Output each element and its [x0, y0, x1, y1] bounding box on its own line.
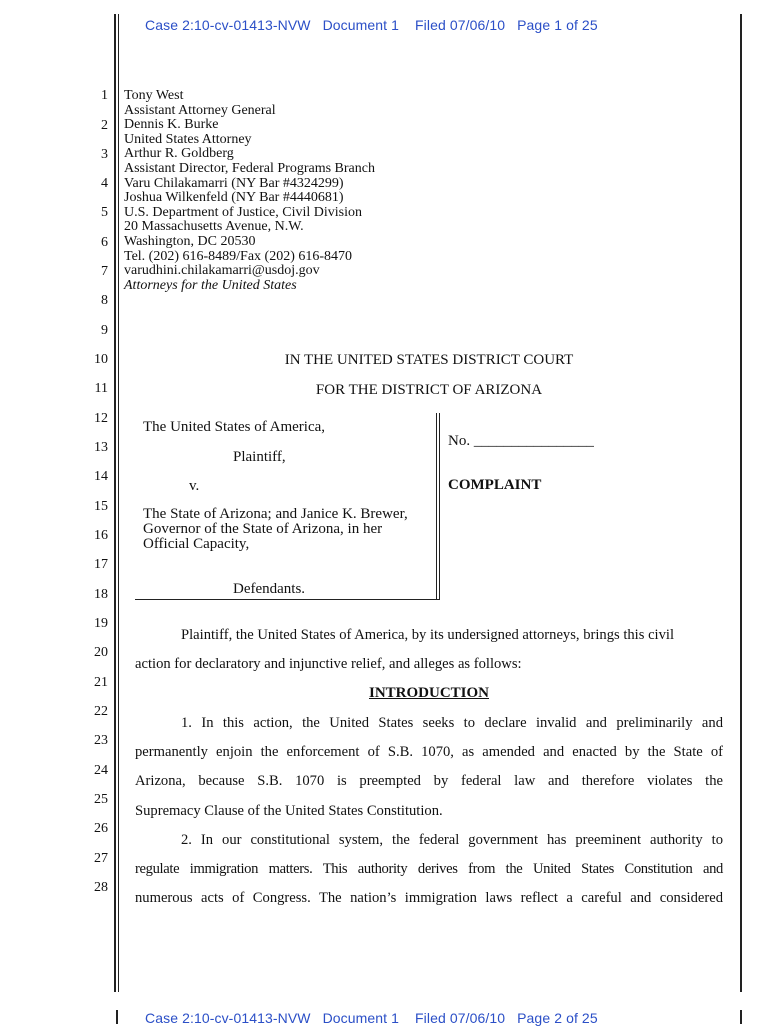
- defendant-line: The State of Arizona; and Janice K. Brewer,: [143, 506, 408, 522]
- line-number: 23: [94, 733, 108, 748]
- counsel-line: Washington, DC 20530: [124, 234, 256, 249]
- paragraph-line: Supremacy Clause of the United States Constitution.: [135, 803, 443, 819]
- line-number: 25: [94, 792, 108, 807]
- line-number: 7: [101, 264, 108, 279]
- line-number: 3: [101, 147, 108, 162]
- line-number: 5: [101, 205, 108, 220]
- line-number: 22: [94, 704, 108, 719]
- counsel-line: 20 Massachusetts Avenue, N.W.: [124, 219, 304, 235]
- court-name: IN THE UNITED STATES DISTRICT COURT: [284, 352, 574, 368]
- right-margin-rule: [740, 14, 742, 992]
- case-number-field: No. ________________: [448, 433, 594, 449]
- line-number: 10: [94, 352, 108, 367]
- line-number: 2: [101, 118, 108, 133]
- line-number: 18: [94, 587, 108, 602]
- court-district: FOR THE DISTRICT OF ARIZONA: [315, 382, 543, 398]
- line-number: 19: [94, 616, 108, 631]
- line-number: 20: [94, 645, 108, 660]
- line-number: 6: [101, 235, 108, 250]
- intro-line: Plaintiff, the United States of America, by its undersigned attorneys, brings this civil: [181, 627, 675, 643]
- versus-label: v.: [189, 478, 200, 494]
- paragraph-line: regulate immigration matters. This authority derives from the United States Constitution and: [135, 861, 723, 877]
- paragraph-line: Arizona, because S.B. 1070 is preempted by federal law and therefore violates the: [135, 773, 723, 789]
- paragraph-line: permanently enjoin the enforcement of S.B. 1070, as amended and enacted by the State of: [135, 744, 723, 760]
- paragraph-line: numerous acts of Congress. The nation’s immigration laws reflect a careful and considered: [135, 890, 723, 906]
- line-number: 15: [94, 499, 108, 514]
- paragraph-line: 2. In our constitutional system, the federal government has preeminent authority to: [181, 832, 723, 848]
- counsel-line: Dennis K. Burke: [124, 117, 219, 133]
- line-number: 28: [94, 880, 108, 895]
- caption-divider-inner: [439, 413, 440, 600]
- line-number: 11: [94, 381, 108, 396]
- section-heading: INTRODUCTION: [368, 685, 489, 701]
- page-header: Case 2:10-cv-01413-NVW Document 1 Filed 07/06/10 Page 1 of 25: [145, 17, 598, 33]
- left-margin-rule: [114, 14, 116, 992]
- page2-right-rule: [740, 1010, 742, 1024]
- line-number: 13: [94, 440, 108, 455]
- line-number: 26: [94, 821, 108, 836]
- counsel-line: Varu Chilakamarri (NY Bar #4324299): [124, 175, 344, 191]
- counsel-line: Assistant Director, Federal Programs Branch: [124, 161, 375, 176]
- caption-divider: [436, 413, 437, 600]
- line-number: 12: [94, 411, 108, 426]
- counsel-line: varudhini.chilakamarri@usdoj.gov: [124, 263, 320, 279]
- intro-line: action for declaratory and injunctive relief, and alleges as follows:: [135, 656, 522, 672]
- document-type: COMPLAINT: [448, 477, 542, 493]
- defendant-line: Official Capacity,: [143, 536, 250, 552]
- line-number: 17: [94, 557, 108, 572]
- counsel-line: Joshua Wilkenfeld (NY Bar #4440681): [124, 190, 344, 206]
- plaintiff-name: The United States of America,: [143, 419, 326, 435]
- left-margin-rule-inner: [118, 14, 119, 992]
- counsel-line: Assistant Attorney General: [124, 102, 276, 118]
- defendant-line: Governor of the State of Arizona, in her: [143, 521, 383, 537]
- line-number: 14: [94, 469, 108, 484]
- line-number: 8: [101, 293, 108, 308]
- counsel-line: United States Attorney: [124, 131, 252, 147]
- plaintiff-role: Plaintiff,: [233, 449, 286, 465]
- counsel-line: Arthur R. Goldberg: [124, 146, 234, 162]
- line-number: 27: [94, 851, 108, 866]
- counsel-line: U.S. Department of Justice, Civil Division: [124, 204, 362, 220]
- line-number: 1: [101, 88, 108, 103]
- caption-bottom-rule: [135, 599, 440, 600]
- counsel-line: Attorneys for the United States: [124, 277, 297, 293]
- page2-left-rule: [116, 1010, 118, 1024]
- defendant-role: Defendants.: [233, 581, 306, 597]
- line-number: 24: [94, 763, 108, 778]
- line-number: 4: [101, 176, 108, 191]
- line-number: 21: [94, 675, 108, 690]
- counsel-line: Tel. (202) 616-8489/Fax (202) 616-8470: [124, 248, 353, 264]
- page2-header: Case 2:10-cv-01413-NVW Document 1 Filed 07/06/10 Page 2 of 25: [145, 1010, 598, 1026]
- counsel-line: Tony West: [124, 88, 184, 103]
- line-number: 16: [94, 528, 108, 543]
- line-number: 9: [101, 323, 108, 338]
- paragraph-line: 1. In this action, the United States seeks to declare invalid and preliminarily and: [181, 715, 723, 731]
